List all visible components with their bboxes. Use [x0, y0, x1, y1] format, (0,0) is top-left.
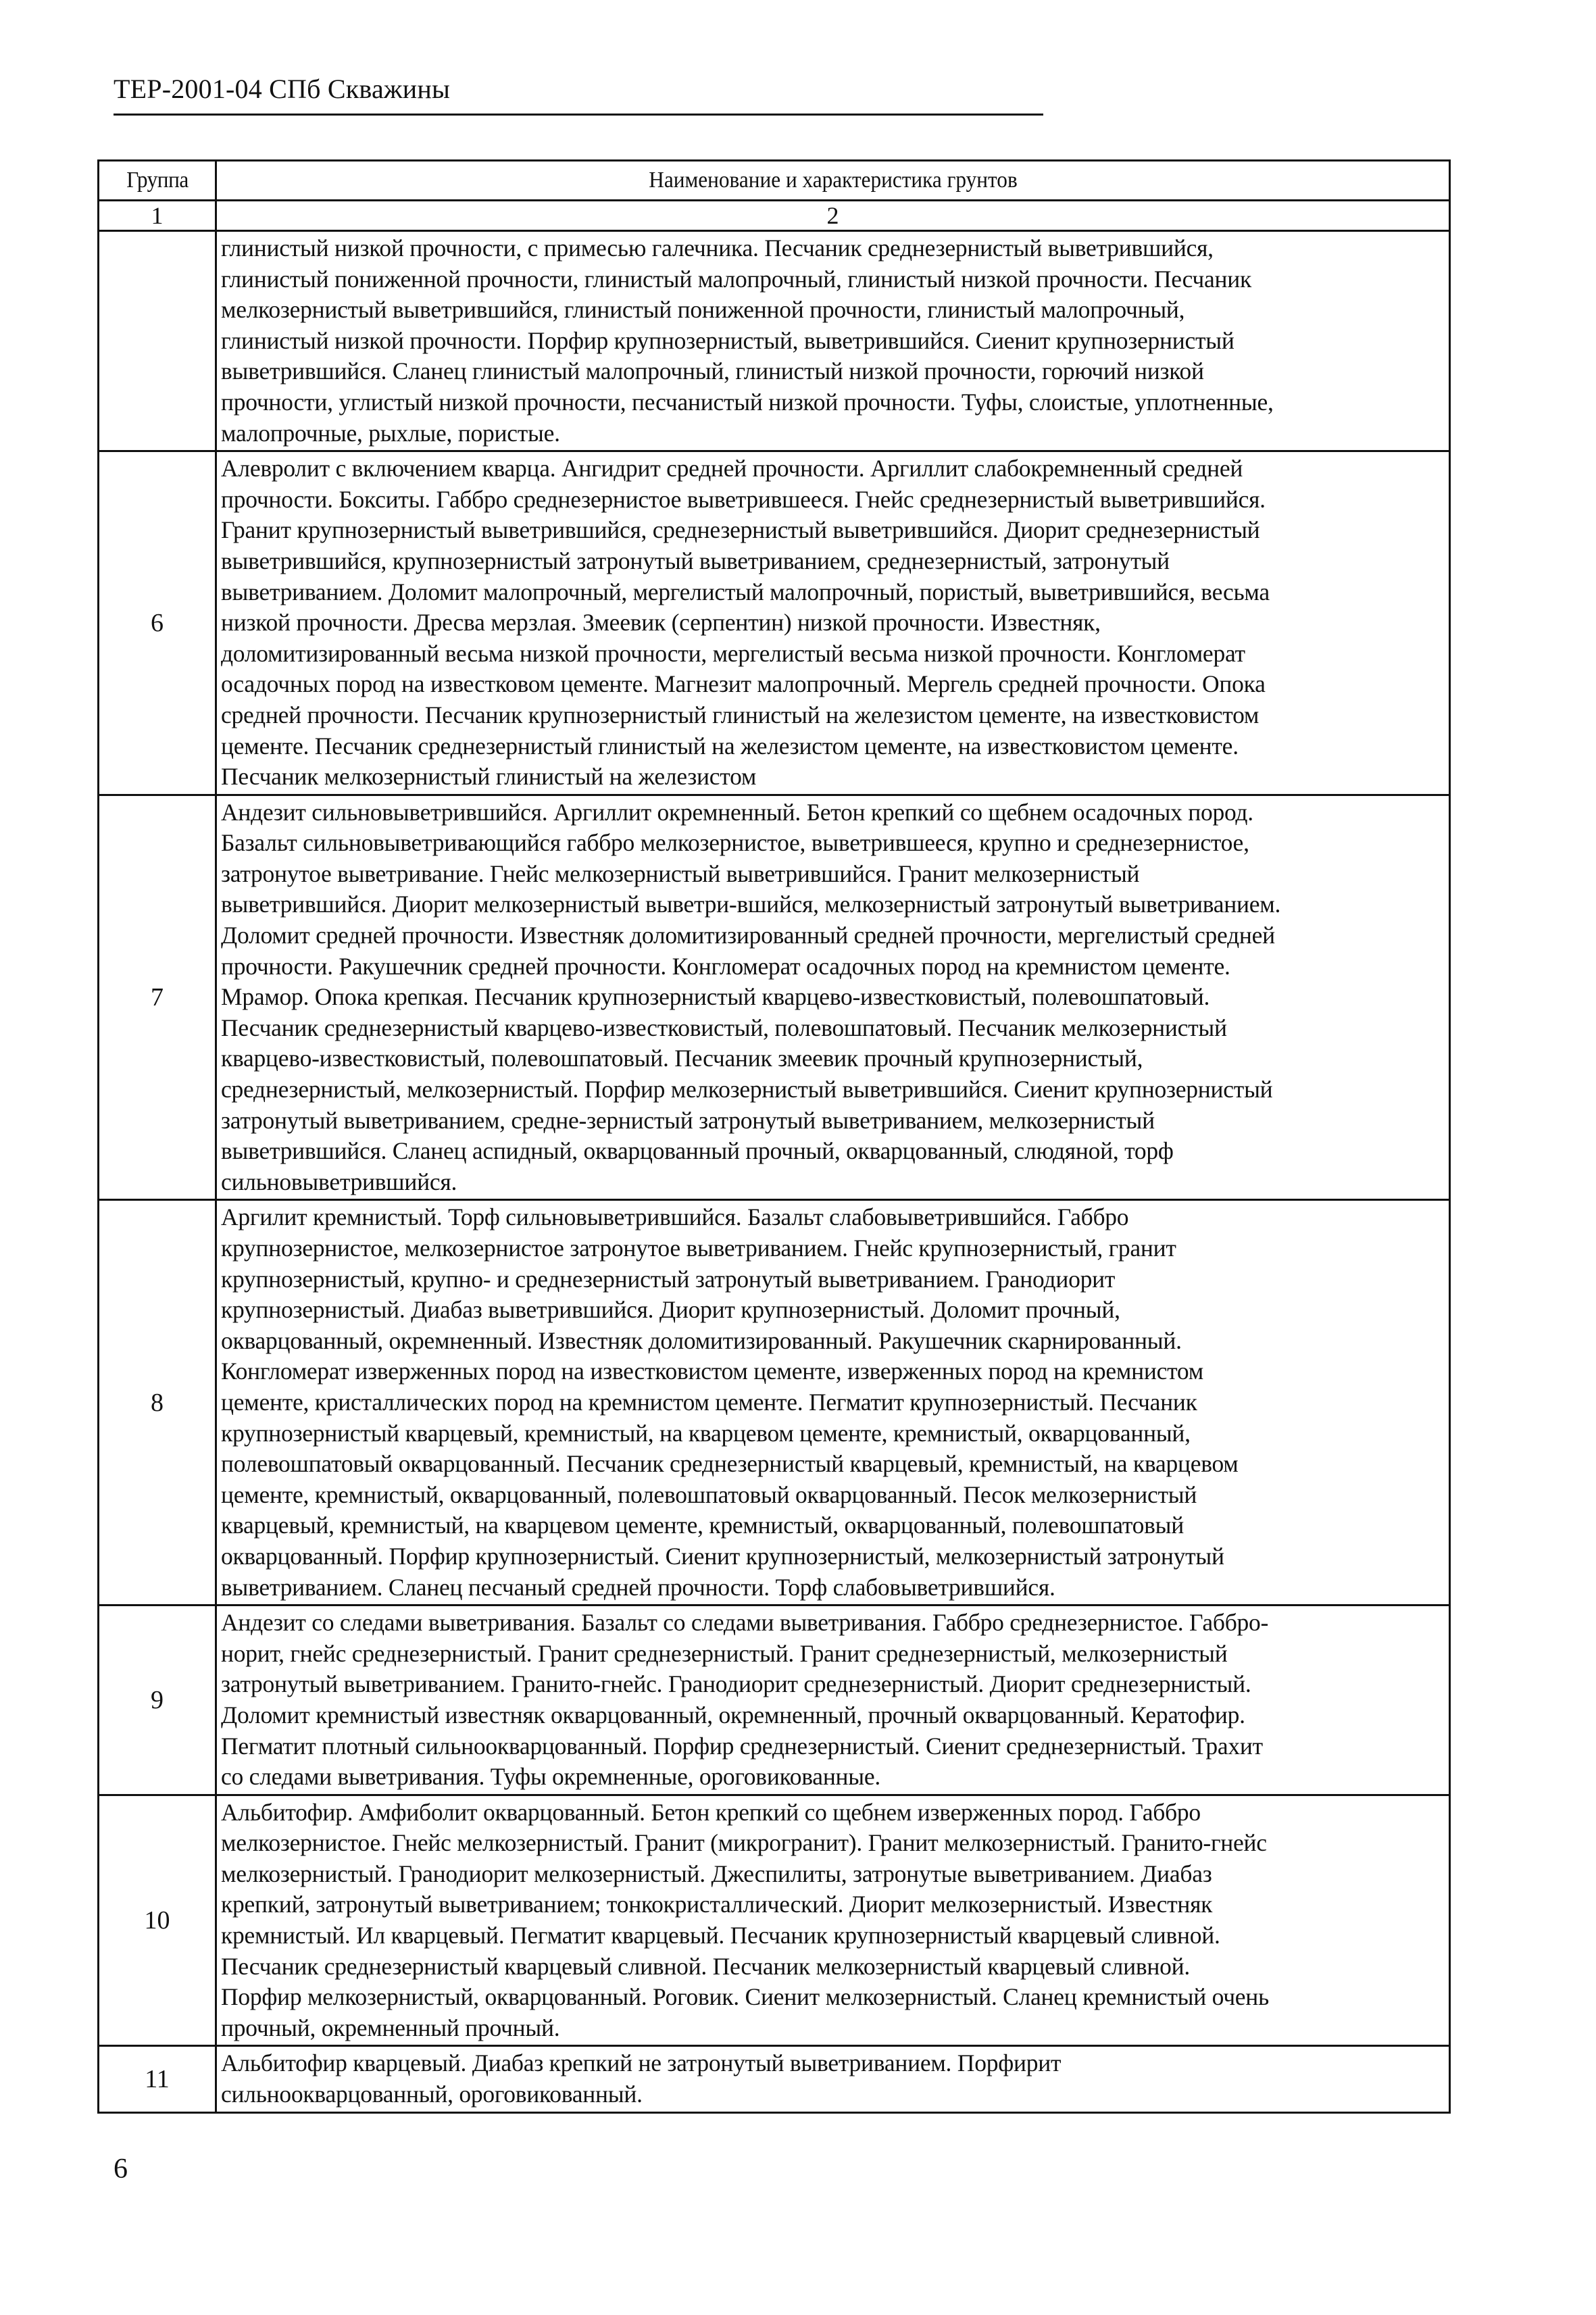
description-cell: [216, 231, 1450, 451]
description-text: Аргилит кремнистый. Торф сильновыветрившийся. Базальт слабовыветрившийся. Габбро крупнозернистое, мелкозернистое затронутое выветриванием. Гнейс крупнозернистый, гранит крупнозернистый, крупно- и среднезернистый затронутый выветриванием. Гранодиорит крупнозернистый. Диабаз выветрившийся. Диорит крупнозернистый. Доломит прочный, окварцованный, окремненный. Известняк доломитизированный. Ракушечник скарнированный. Конгломерат изверженных пород на известковистом цементе, изверженных пород на кремнистом цементе, кристаллических пород на кремнистом цементе. Пегматит крупнозернистый. Песчаник крупнозернистый кварцевый, кремнистый, на кварцевом цементе, кремнистый, окварцованный, полевошпатовый окварцованный. Песчаник среднезернистый кварцевый, кремнистый, на кварцевом цементе, кремнистый, окварцованный, полевошпатовый окварцованный. Песок мелкозернистый кварцевый, кремнистый, на кварцевом цементе, кремнистый, окварцованный, полевошпатовый окварцованный. Порфир крупнозернистый. Сиенит крупнозернистый, мелкозернистый затронутый выветриванием. Сланец песчаный средней прочности. Торф слабовыветрившийся.: [221, 1203, 1239, 1601]
table-row: [99, 1200, 1450, 1605]
group-cell: 11: [99, 2046, 216, 2112]
table-row: [99, 2046, 1450, 2112]
description-cell: [216, 1795, 1450, 2046]
soil-groups-table: [97, 159, 1451, 2114]
column-header-description: Наименование и характеристика грунтов: [266, 161, 1401, 201]
page-number: 6: [114, 2154, 128, 2185]
table-row: [99, 1795, 1450, 2046]
description-cell: [216, 1605, 1450, 1795]
description-text: Алевролит с включением кварца. Ангидрит средней прочности. Аргиллит слабокремненный средней прочности. Бокситы. Габбро среднезернистое выветрившееся. Гнейс среднезернистый выветрившийся. Гранит крупнозернистый выветрившийся, среднезернистый выветрившийся. Диорит среднезернистый выветрившийся, крупнозернистый затронутый выветриванием, среднезернистый, затронутый выветриванием. Доломит малопрочный, мергелистый малопрочный, пористый, выветрившийся, весьма низкой прочности. Дресва мерзлая. Змеевик (серпентин) низкой прочности. Известняк, доломитизированный весьма низкой прочности, мергелистый весьма низкой прочности. Конгломерат осадочных пород на известковом цементе. Магнезит малопрочный. Мергель средней прочности. Опока средней прочности. Песчаник крупнозернистый глинистый на железистом цементе, на известковистом цементе. Песчаник среднезернистый глинистый на железистом цементе, на известковистом цементе. Песчаник мелкозернистый глинистый на железистом: [221, 455, 1270, 791]
description-cell: [216, 1200, 1450, 1605]
group-cell: 8: [99, 1200, 216, 1605]
description-text: Андезит сильновыветрившийся. Аргиллит окремненный. Бетон крепкий со щебнем осадочных пород. Базальт сильновыветривающийся габбро мелкозернистое, выветрившееся, крупно и среднезернистое, затронутое выветривание. Гнейс мелкозернистый выветрившийся. Гранит мелкозернистый выветрившийся. Диорит мелкозернистый выветри-вшийся, мелкозернистый затронутый выветриванием. Доломит средней прочности. Известняк доломитизированный средней прочности, мергелистый средней прочности. Ракушечник средней прочности. Конгломерат осадочных пород на кремнистом цементе. Мрамор. Опока крепкая. Песчаник крупнозернистый кварцево-известковистый, полевошпатовый. Песчаник среднезернистый кварцево-известковистый, полевошпатовый. Песчаник мелкозернистый кварцево-известковистый, полевошпатовый. Песчаник змеевик прочный крупнозернистый, среднезернистый, мелкозернистый. Порфир мелкозернистый выветрившийся. Сиенит крупнозернистый затронутый выветриванием, средне-зернистый затронутый выветриванием, мелкозернистый выветрившийся. Сланец аспидный, окварцованный прочный, окварцованный, слюдяной, торф сильновыветрившийся.: [221, 798, 1281, 1195]
group-cell: 6: [99, 451, 216, 795]
table-row: [99, 795, 1450, 1200]
description-cell: [216, 451, 1450, 795]
table-row: [99, 451, 1450, 795]
column-header-group: Группа: [103, 161, 211, 201]
description-text: Альбитофир. Амфиболит окварцованный. Бетон крепкий со щебнем изверженных пород. Габбро мелкозернистое. Гнейс мелкозернистый. Гранит (микрогранит). Гранит мелкозернистый. Гранито-гнейс мелкозернистый. Гранодиорит мелкозернистый. Джеспилиты, затронутые выветриванием. Диабаз крепкий, затронутый выветриванием; тонкокристаллический. Диорит мелкозернистый. Известняк кремнистый. Ил кварцевый. Пегматит кварцевый. Песчаник крупнозернистый кварцевый сливной. Песчаник среднезернистый кварцевый сливной. Песчаник мелкозернистый кварцевый сливной. Порфир мелкозернистый, окварцованный. Роговик. Сиенит мелкозернистый. Сланец кремнистый очень прочный, окремненный прочный.: [221, 1798, 1269, 2041]
group-cell: 7: [99, 795, 216, 1200]
table-header-row: [99, 161, 1450, 201]
column-number-group: 1: [99, 201, 216, 231]
column-number-description: 2: [216, 201, 1450, 231]
group-cell: 10: [99, 1795, 216, 2046]
header-rule: [114, 114, 1043, 116]
table-row: [99, 1605, 1450, 1795]
description-text: глинистый низкой прочности, с примесью галечника. Песчаник среднезернистый выветрившийся, глинистый пониженной прочности, глинистый малопрочный, глинистый низкой прочности. Песчаник мелкозернистый выветрившийся, глинистый пониженной прочности, глинистый малопрочный, глинистый низкой прочности. Порфир крупнозернистый, выветрившийся. Сиенит крупнозернистый выветрившийся. Сланец глинистый малопрочный, глинистый низкой прочности, горючий низкой прочности, углистый низкой прочности, песчанистый низкой прочности. Туфы, слоистые, уплотненные, малопрочные, рыхлые, пористые.: [221, 234, 1274, 447]
running-header: ТЕР-2001-04 СПб Скважины: [114, 74, 451, 104]
table-column-number-row: [99, 201, 1450, 231]
description-text: Альбитофир кварцевый. Диабаз крепкий не затронутый выветриванием. Порфирит сильноокварцованный, ороговикованный.: [221, 2049, 1062, 2108]
table-row: [99, 231, 1450, 451]
group-cell: 9: [99, 1605, 216, 1795]
group-cell: [99, 231, 216, 451]
description-text: Андезит со следами выветривания. Базальт со следами выветривания. Габбро среднезернистое. Габбро- норит, гнейс среднезернистый. Гранит среднезернистый. Гранит среднезернистый, мелкозернистый затронутый выветриванием. Гранито-гнейс. Гранодиорит среднезернистый. Диорит среднезернистый. Доломит кремнистый известняк окварцованный, окремненный, прочный окварцованный. Кератофир. Пегматит плотный сильноокварцованный. Порфир среднезернистый. Сиенит среднезернистый. Трахит со следами выветривания. Туфы окремненные, ороговикованные.: [221, 1609, 1269, 1791]
description-cell: [216, 795, 1450, 1200]
description-cell: [216, 2046, 1450, 2112]
